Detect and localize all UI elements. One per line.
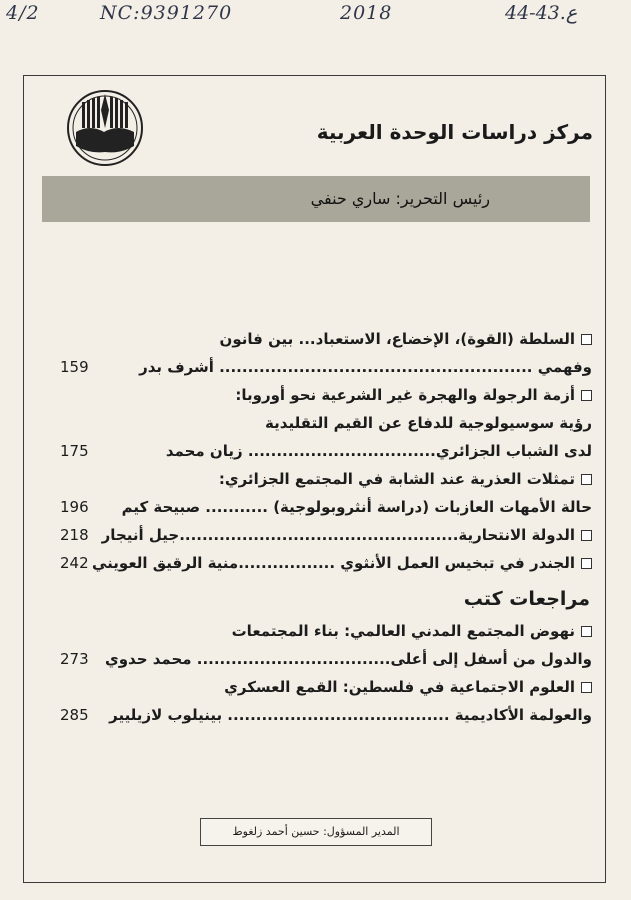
article-author-line: حالة الأمهات العازبات (دراسة أنثروبولوجية) ........... صبيحة كيم — [121, 498, 592, 516]
managing-director-text: المدير المسؤول: حسين أحمد زلغوط — [232, 825, 400, 838]
checkbox-icon — [581, 682, 592, 693]
checkbox-icon — [581, 474, 592, 485]
handwritten-annotation-fraction: 4/2 — [6, 2, 40, 24]
article-title-line: تمثلات العذرية عند الشابة في المجتمع الجزائري: — [218, 470, 575, 488]
review-author-line: والدول من أسفل إلى أعلى.................................. محمد حدوي — [104, 650, 592, 668]
article-entry-4[interactable] — [40, 521, 592, 549]
page-number: 273 — [60, 650, 89, 668]
review-author-line: والعولمة الأكاديمية ....................................... بينيلوب لازيليير — [109, 706, 592, 724]
review-entry-1[interactable] — [40, 617, 592, 673]
article-title-line: الدولة الانتحارية.................................................جيل أنيجار — [101, 526, 575, 544]
page-number: 175 — [60, 442, 89, 460]
article-entry-1[interactable] — [40, 325, 592, 381]
article-title-line: رؤية سوسيولوجية للدفاع عن القيم التقليدية — [265, 414, 592, 432]
organization-logo — [60, 88, 150, 168]
page-number: 196 — [60, 498, 89, 516]
handwritten-annotation-catalog-number: NC:9391270 — [100, 2, 233, 24]
book-reviews-heading: مراجعات كتب — [463, 588, 590, 610]
organization-name: مركز دراسات الوحدة العربية — [316, 120, 593, 144]
checkbox-icon — [581, 558, 592, 569]
review-entry-2[interactable] — [40, 673, 592, 729]
page-number: 159 — [60, 358, 89, 376]
review-title-line: العلوم الاجتماعية في فلسطين: القمع العسكري — [224, 678, 575, 696]
article-title-line: السلطة (القوة)، الإخضاع، الاستعباد... بين فانون — [219, 330, 575, 348]
page-number: 218 — [60, 526, 89, 544]
article-entry-3[interactable] — [40, 465, 592, 521]
handwritten-annotation-issue: 44-43.ع — [505, 2, 578, 24]
article-entry-5[interactable] — [40, 549, 592, 577]
page-number: 285 — [60, 706, 89, 724]
checkbox-icon — [581, 334, 592, 345]
checkbox-icon — [581, 530, 592, 541]
editor-in-chief-text: رئيس التحرير: ساري حنفي — [310, 189, 490, 208]
article-author-line: وفهمي ....................................................... أشرف بدر — [139, 358, 592, 376]
article-title-line: أزمة الرجولة والهجرة غير الشرعية نحو أوروبا: — [235, 386, 575, 404]
article-author-line: لدى الشباب الجزائري................................. زيان محمد — [165, 442, 592, 460]
table-of-contents — [40, 325, 592, 729]
checkbox-icon — [581, 626, 592, 637]
article-title-line: الجندر في تبخيس العمل الأنثوي .................منية الرقيق العويني — [91, 554, 575, 572]
page-number: 242 — [60, 554, 89, 572]
article-entry-2[interactable] — [40, 381, 592, 465]
managing-director-box — [200, 818, 432, 846]
review-title-line: نهوض المجتمع المدني العالمي: بناء المجتمعات — [231, 622, 575, 640]
editor-in-chief-band — [42, 176, 590, 222]
checkbox-icon — [581, 390, 592, 401]
handwritten-annotation-year: 2018 — [340, 2, 393, 24]
